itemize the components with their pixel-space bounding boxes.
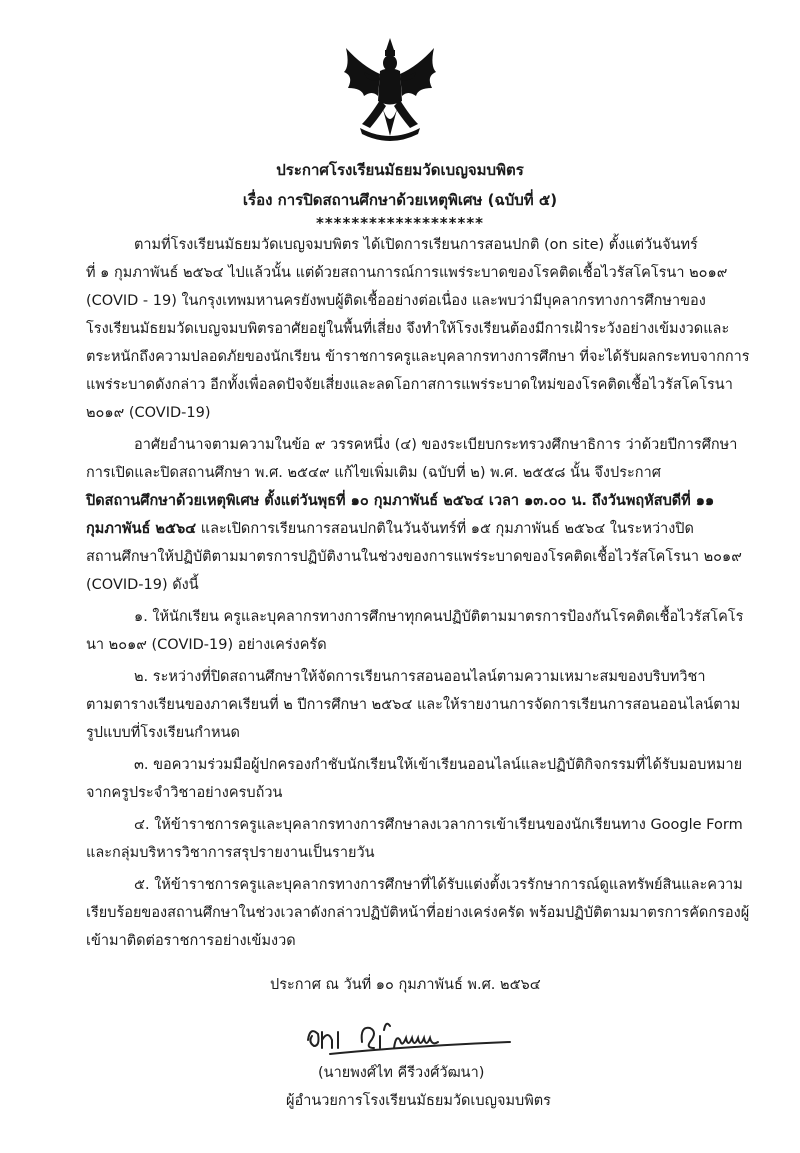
measure-item-3-cont: จากครูประจำวิชาอย่างครบถ้วน — [86, 785, 283, 801]
measure-item-4: ๔. ให้ข้าราชการครูและบุคลากรทางการศึกษาลงเวลาการเข้าเรียนของนักเรียนทาง Google Form — [134, 817, 743, 833]
handwritten-signature — [300, 1012, 520, 1062]
measure-item-2-cont: รูปแบบที่โรงเรียนกำหนด — [86, 725, 240, 741]
measure-item-4-cont: และกลุ่มบริหารวิชาการสรุปรายงานเป็นรายวัน — [86, 845, 375, 861]
paragraph-1-line: ๒๐๑๙ (COVID-19) — [86, 405, 211, 421]
document-title: ประกาศโรงเรียนมัธยมวัดเบญจมบพิตร — [276, 161, 524, 179]
paragraph-1-line: แพร่ระบาดดังกล่าว อีกทั้งเพื่อลดปัจจัยเสี่ยงและลดโอกาสการแพร่ระบาดใหม่ของโรคติดเชื้อไวรัสโคโรนา — [86, 377, 733, 393]
paragraph-2-line — [86, 522, 694, 537]
measure-item-2: ๒. ระหว่างที่ปิดสถานศึกษาให้จัดการเรียนการสอนออนไลน์ตามความเหมาะสมของบริบทวิชา — [134, 669, 706, 685]
separator: ******************* — [315, 214, 485, 232]
document-subject: เรื่อง การปิดสถานศึกษาด้วยเหตุพิเศษ (ฉบับที่ ๕) — [242, 191, 558, 209]
signer-position: ผู้อำนวยการโรงเรียนมัธยมวัดเบญจมบพิตร — [286, 1093, 551, 1109]
signer-name: (นายพงศ์ไท คีรีวงศ์วัฒนา) — [318, 1065, 485, 1081]
paragraph-1-line: โรงเรียนมัธยมวัดเบญจมบพิตรอาศัยอยู่ในพื้นที่เสี่ยง จึงทำให้โรงเรียนต้องมีการเฝ้าระวังอย่างเข้มงวดและ — [86, 321, 730, 337]
measure-item-2-cont: ตามตารางเรียนของภาคเรียนที่ ๒ ปีการศึกษา ๒๕๖๔ และให้รายงานการจัดการเรียนการสอนออนไลน์ตาม — [86, 697, 741, 713]
paragraph-2-line: (COVID-19) ดังนี้ — [86, 577, 199, 593]
measure-item-1: ๑. ให้นักเรียน ครูและบุคลากรทางการศึกษาทุกคนปฏิบัติตามมาตรการป้องกันโรคติดเชื้อไวรัสโคโร — [134, 609, 744, 625]
announcement-date: ประกาศ ณ วันที่ ๑๐ กุมภาพันธ์ พ.ศ. ๒๕๖๔ — [270, 977, 541, 993]
paragraph-2-line: สถานศึกษาให้ปฏิบัติตามมาตรการปฏิบัติงานในช่วงของการแพร่ระบาดของโรคติดเชื้อไวรัสโคโรนา ๒๐๑๙ — [86, 549, 742, 565]
measure-item-5-cont: เรียบร้อยของสถานศึกษาในช่วงเวลาดังกล่าวปฏิบัติหน้าที่อย่างเคร่งครัด พร้อมปฏิบัติตามมาตรการคัดกรองผู้ — [86, 905, 750, 921]
paragraph-1-line: ตามที่โรงเรียนมัธยมวัดเบญจมบพิตร ได้เปิดการเรียนการสอนปกติ (on site) ตั้งแต่วันจันทร์ — [134, 237, 698, 253]
measure-item-1-cont: นา ๒๐๑๙ (COVID-19) อย่างเคร่งครัด — [86, 637, 327, 653]
garuda-emblem-icon — [340, 36, 440, 146]
paragraph-2-line: อาศัยอำนาจตามความในข้อ ๙ วรรคหนึ่ง (๔) ของระเบียบกระทรวงศึกษาธิการ ว่าด้วยปีการศึกษา — [134, 437, 738, 453]
paragraph-2-bold-line — [86, 494, 714, 509]
measure-item-3: ๓. ขอความร่วมมือผู้ปกครองกำชับนักเรียนให้เข้าเรียนออนไลน์และปฏิบัติกิจกรรมที่ได้รับมอบหมาย — [134, 757, 743, 773]
measure-item-5: ๕. ให้ข้าราชการครูและบุคลากรทางการศึกษาที่ได้รับแต่งตั้งเวรรักษาการณ์ดูแลทรัพย์สินและความ — [134, 877, 743, 893]
reopen-text: และเปิดการเรียนการสอนปกติในวันจันทร์ที่ ๑๕ กุมภาพันธ์ ๒๕๖๔ ในระหว่างปิด — [196, 521, 694, 537]
closure-period-text: ปิดสถานศึกษาด้วยเหตุพิเศษ ตั้งแต่วันพุธที่ ๑๐ กุมภาพันธ์ ๒๕๖๔ เวลา ๑๓.๐๐ น. ถึงวันพฤหัสบดีที่ ๑๑ — [86, 493, 715, 509]
paragraph-2-line: การเปิดและปิดสถานศึกษา พ.ศ. ๒๕๔๙ แก้ไขเพิ่มเติม (ฉบับที่ ๒) พ.ศ. ๒๕๕๘ นั้น จึงประกาศ — [86, 465, 661, 481]
paragraph-1-line: (COVID - 19) ในกรุงเทพมหานครยังพบผู้ติดเชื้ออย่างต่อเนื่อง และพบว่ามีบุคลากรทางการศึกษาของ — [86, 293, 706, 309]
closure-end-date: กุมภาพันธ์ ๒๕๖๔ — [86, 521, 197, 537]
paragraph-1-line: ที่ ๑ กุมภาพันธ์ ๒๕๖๔ ไปแล้วนั้น แต่ด้วยสถานการณ์การแพร่ระบาดของโรคติดเชื้อไวรัสโคโรนา ๒๐๑๙ — [86, 265, 728, 281]
paragraph-1-line: ตระหนักถึงความปลอดภัยของนักเรียน ข้าราชการครูและบุคลากรทางการศึกษา ที่จะได้รับผลกระทบจากการ — [86, 349, 750, 365]
measure-item-5-cont: เข้ามาติดต่อราชการอย่างเข้มงวด — [86, 933, 296, 949]
